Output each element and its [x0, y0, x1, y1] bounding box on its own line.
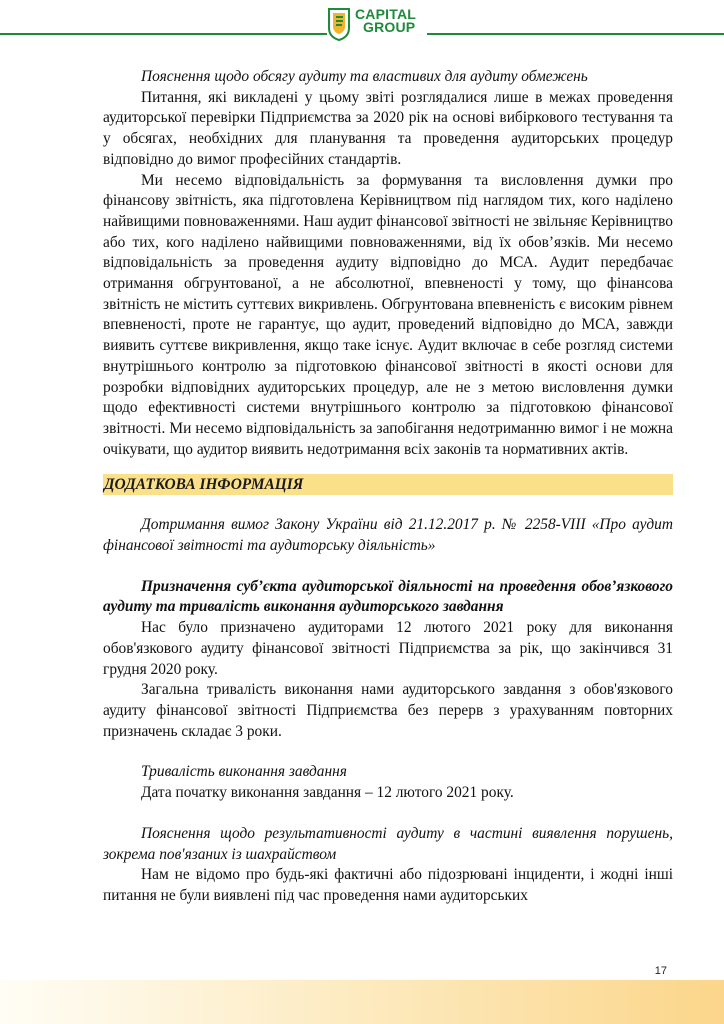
section-title: ДОДАТКОВА ІНФОРМАЦІЯ — [104, 476, 304, 494]
footer-gradient-band — [0, 980, 724, 1024]
company-logo — [327, 4, 427, 46]
appointment-heading: Призначення суб’єкта аудиторської діяльності на проведення обов’язкового аудиту та тривалість виконання аудиторського завдання — [103, 577, 673, 616]
duration-paragraph: Дата початку виконання завдання – 12 лютого 2021 року. — [141, 784, 514, 802]
logo-emblem-icon — [327, 6, 351, 42]
fraud-heading: Пояснення щодо результативності аудиту в частині виявлення порушень, зокрема пов'язаних із шахрайством — [103, 824, 673, 863]
document-body — [103, 67, 673, 907]
fraud-paragraph: Нам не відомо про будь-які фактичні або підозрювані інциденти, і жодні інші питання не були виявлені під час проведення нами аудиторських — [103, 866, 673, 904]
section-header-bar — [103, 474, 673, 495]
logo-wordmark — [355, 8, 416, 34]
duration-total-paragraph: Загальна тривалість виконання нами аудиторського завдання з обов'язкового аудиту фінансової звітності Підприємства без перерв з урахуванням повторних призначень складає 3 роки. — [103, 681, 673, 740]
page-header — [0, 0, 724, 50]
logo-word-group: GROUP — [363, 19, 416, 35]
appointment-paragraph: Нас було призначено аудиторами 12 лютого 2021 року для виконання обов'язкового аудиту фінансової звітності Підприємства за рік, що закінчився 31 грудня 2020 року. — [103, 619, 673, 678]
law-compliance-heading: Дотримання вимог Закону України від 21.12.2017 р. № 2258-VIII «Про аудит фінансової звітності та аудиторську діяльність» — [103, 516, 673, 555]
scope-limits-heading: Пояснення щодо обсягу аудиту та властивих для аудиту обмежень — [141, 68, 588, 85]
duration-heading: Тривалість виконання завдання — [141, 763, 347, 781]
scope-paragraph: Питання, які викладені у цьому звіті розглядалися лише в межах проведення аудиторської перевірки Підприємства за 2020 рік на основі вибіркового тестування та у обсягах, необхідних для планування та проведення аудиторських процедур відповідно до вимог професійних стандартів. — [103, 88, 673, 168]
responsibility-paragraph: Ми несемо відповідальність за формування та висловлення думки про фінансову звітність, яка підготовлена Керівництвом під наглядом тих, кого наділено найвищими повноваженнями. Наш аудит фінансової звітності не звільняє Керівництво або тих, кого наділено найвищими повноваженнями, від їх обов’язків. Ми несемо відповідальність за проведення аудиту відповідно до МСА. Аудит передбачає отримання обгрунтованої, а не абсолютної, впевненості у тому, що фінансова звітність не містить суттєвих викривлень. Обгрунтована впевненість є високим рівнем впевненості, проте не гарантує, що аудит, проведений відповідно до МСА, завжди виявить суттєве викривлення, якщо таке існує. Аудит включає в себе розгляд системи внутрішнього контролю за підготовкою фінансової звітності в якості основи для розробки відповідних аудиторських процедур, але не з метою висловлення думки щодо ефективності системи внутрішнього контролю за підготовкою фінансової звітності. Ми несемо відповідальність за запобігання недотриманню вимог і не можна очікувати, що аудитор виявить недотримання всіх законів та нормативних актів. — [103, 171, 673, 458]
page-number: 17 — [654, 965, 667, 977]
logo-word-capital: CAPITAL — [355, 6, 417, 22]
